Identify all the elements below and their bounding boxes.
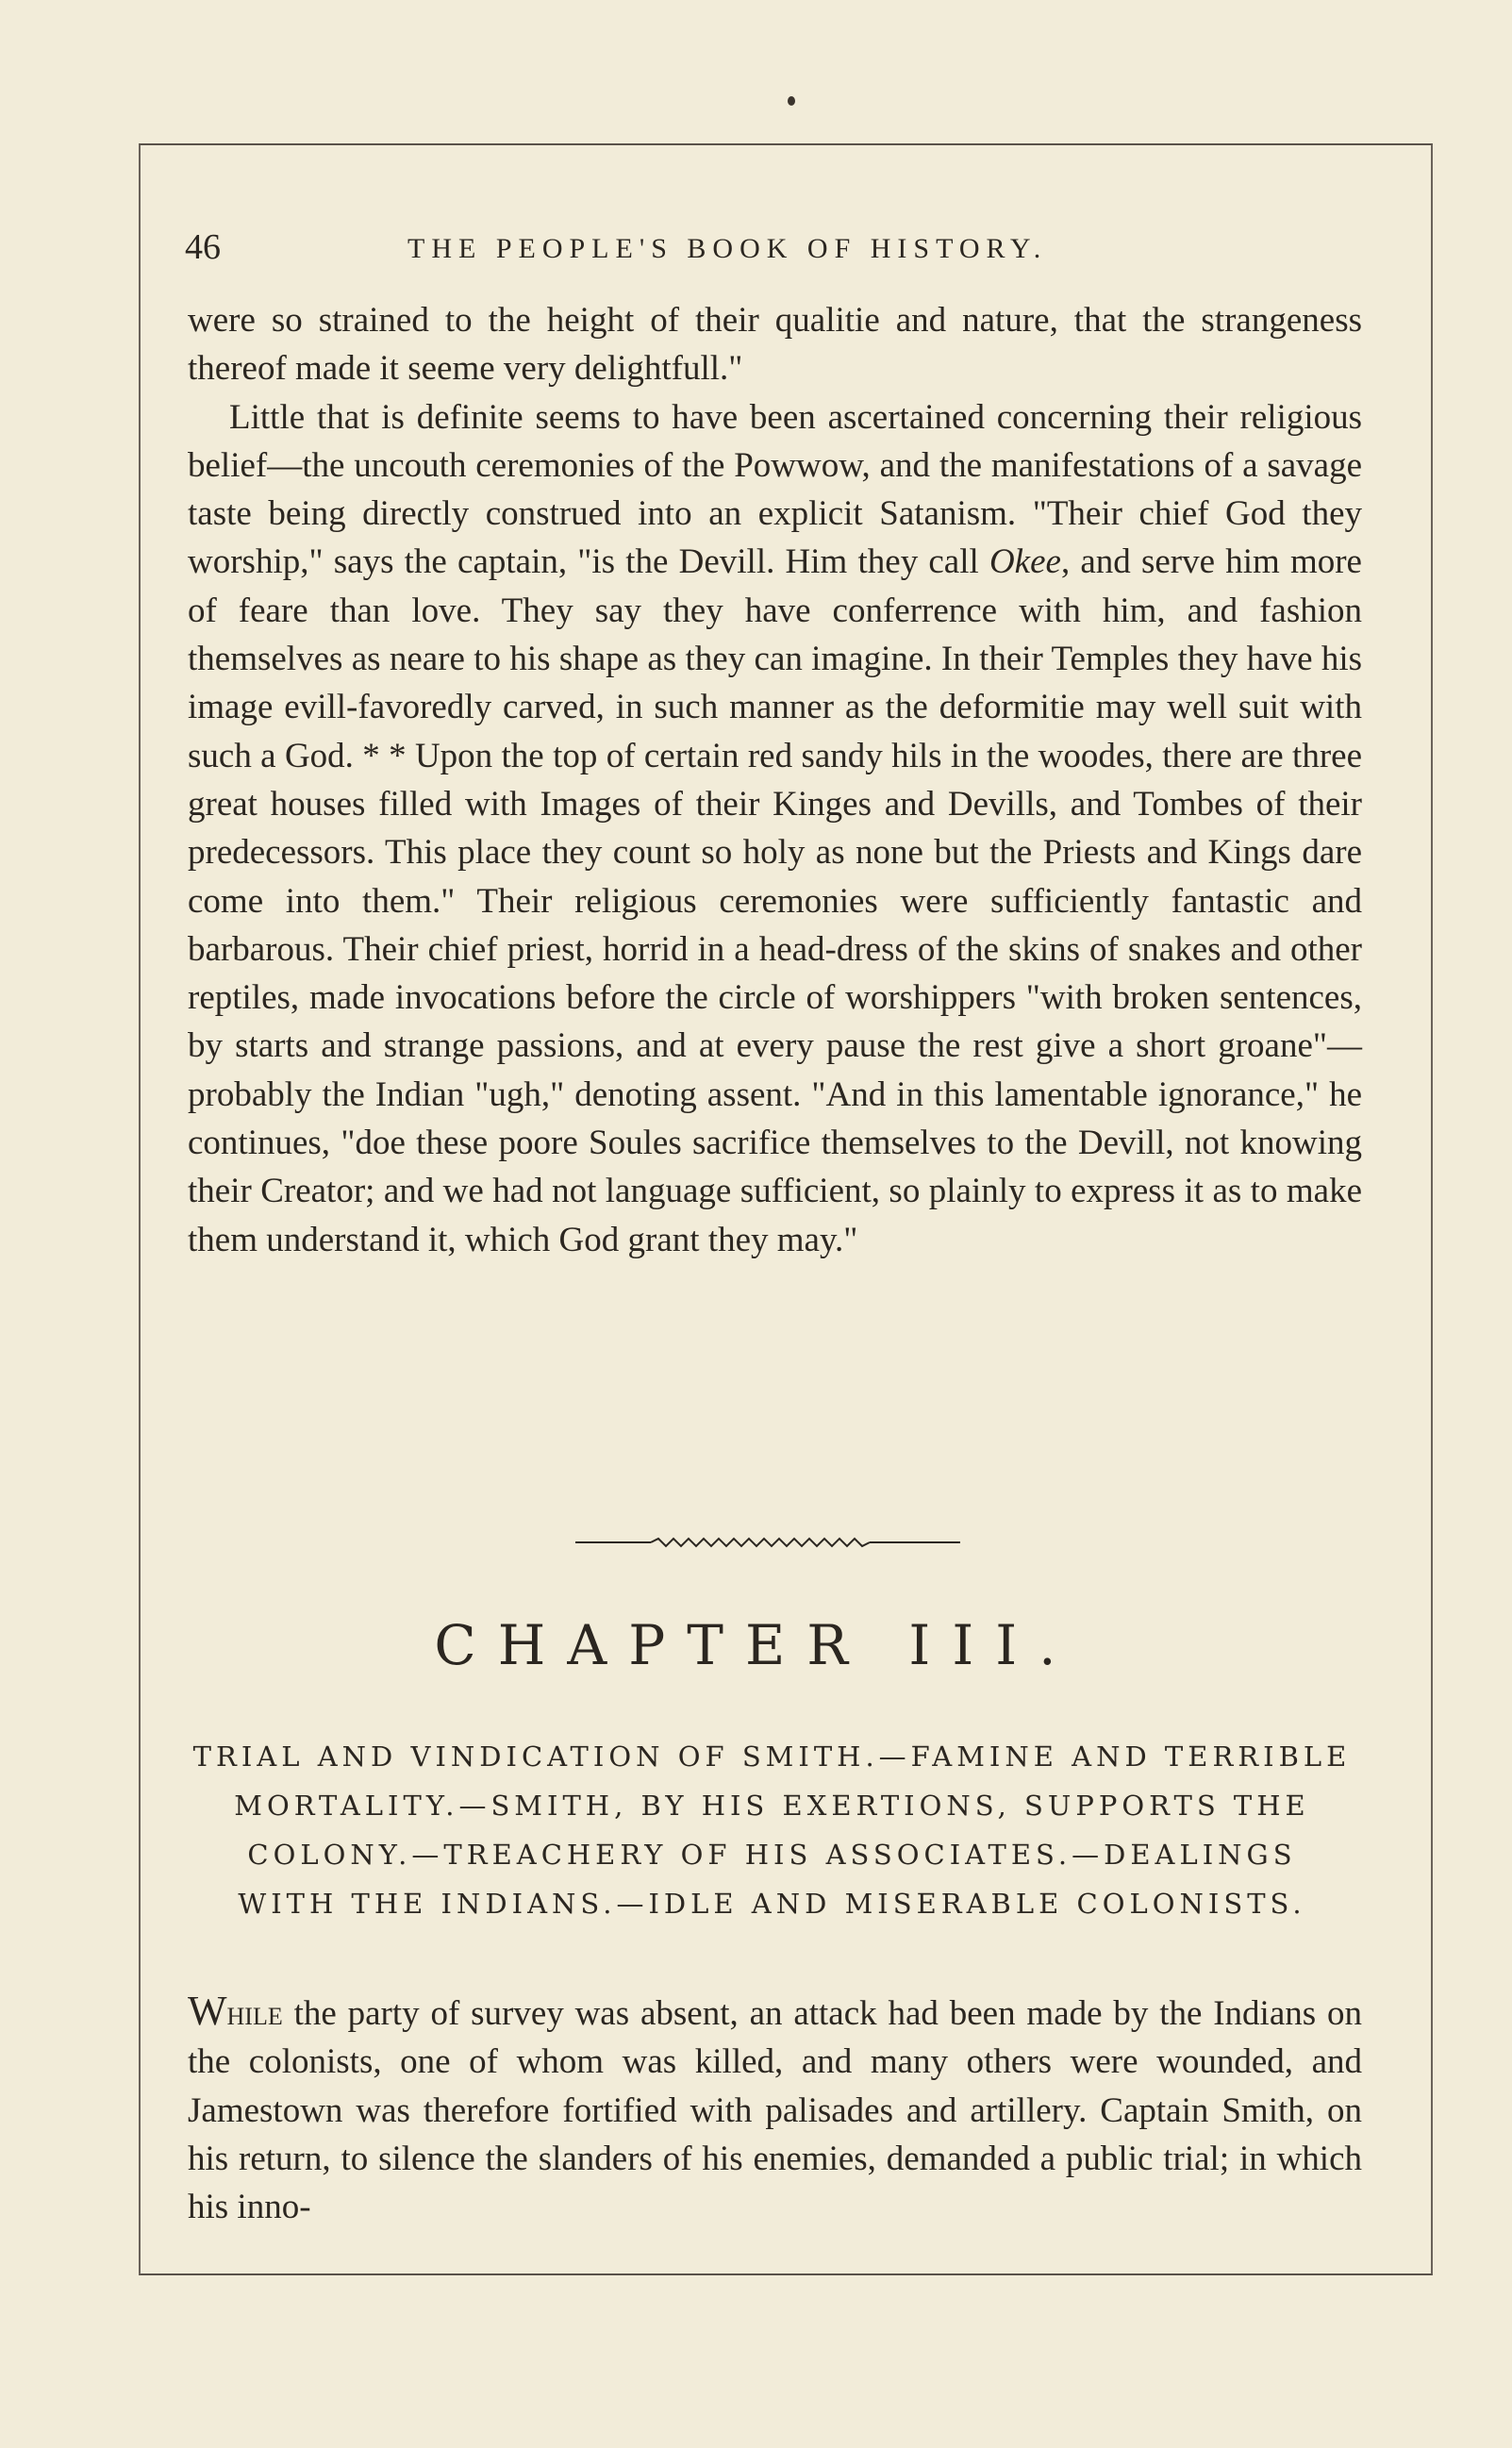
chapter-opening-paragraph (188, 1987, 1362, 2231)
chapter-opening-text (188, 1987, 1362, 2231)
chapter-synopsis (185, 1732, 1359, 1928)
opening-paragraph-text: the party of survey was absent, an attack had been made by the Indians on the colonists, one of whom was killed, and many others were wounded, and Jamestown was therefore fortified with palisades and artillery. Captain Smith, on his return, to silence the slanders of his enemies, demanded a public trial; in which his inno- (188, 1994, 1362, 2227)
continued-paragraph: were so strained to the height of their qualitie and nature, that the strangeness thereof made it seeme very delightfull." (188, 301, 1362, 389)
synopsis-line: MORTALITY.—SMITH, BY HIS EXERTIONS, SUPPORTS THE (234, 1790, 1310, 1822)
synopsis-line: TRIAL AND VINDICATION OF SMITH.—FAMINE AND TERRIBLE (192, 1740, 1352, 1773)
page-number: 46 (185, 227, 221, 267)
synopsis-line: WITH THE INDIANS.—IDLE AND MISERABLE COLONISTS. (238, 1888, 1306, 1920)
initial-letter: W (188, 1988, 227, 2034)
synopsis-line: COLONY.—TREACHERY OF HIS ASSOCIATES.—DEALINGS (247, 1839, 1297, 1871)
okee-name: Okee (989, 542, 1061, 582)
religion-paragraph-part2: , and serve him more of feare than love. They say they have conferrence with him, and fashion themselves as neare to his shape as they can imagine. In their Temples they have his image evill-favoredly carved, in such manner as the deformitie may well suit with such a God. * * Upon the top of certain red sandy hils in the woodes, there are three great houses filled with Images of their Kinges and Devills, and Tombes of their predecessors. This place they count so holy as none but the Priests and Kings dare come into them." Their religious ceremonies were sufficiently fantastic and barbarous. Their chief priest, horrid in a head-dress of the skins of snakes and other reptiles, made invocations before the circle of worshippers "with broken sentences, by starts and strange passions, and at every pause the rest give a short groane"—probably the Indian "ugh," denoting assent. "And in this lamentable ignorance," he continues, "doe these poore Soules sacrifice themselves to the Devill, not knowing their Creator; and we had not language sufficient, so plainly to express it as to make them understand it, which God grant they may." (188, 542, 1362, 1259)
religion-paragraph-part1: Little that is definite seems to have been ascertained concerning their religious belief—the uncouth ceremonies of the Powwow, and the manifestations of a savage taste being directly construed into an explicit Satanism. "Their chief God they worship," says the captain, "is the Devill. Him they call (188, 397, 1362, 582)
section-ornament-rule (575, 1535, 960, 1550)
chapter-heading: CHAPTER III. (434, 1613, 1078, 1677)
ink-speck (788, 96, 795, 106)
book-title: THE PEOPLE'S BOOK OF HISTORY. (407, 233, 1048, 264)
main-text-block (188, 296, 1362, 1264)
religion-paragraph (188, 393, 1362, 1264)
running-head (185, 225, 1354, 277)
initial-word-rest: hile (226, 1994, 283, 2033)
